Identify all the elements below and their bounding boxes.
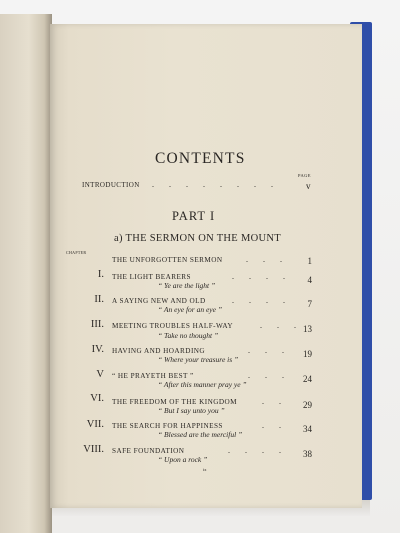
left-page <box>0 14 52 533</box>
chapter-leader-dots: . . <box>262 397 288 406</box>
chapter-leader-dots: . . . . <box>232 272 292 281</box>
chapter-number: IV. <box>91 344 104 355</box>
chapter-leader-dots: . . . . <box>232 296 292 305</box>
chapter-page: 38 <box>303 449 312 459</box>
part-title: PART I <box>172 209 216 223</box>
chapter-page: 19 <box>303 349 312 359</box>
chapter-number: III. <box>90 319 104 330</box>
chapter-quote: “ But I say unto you ” <box>158 406 225 415</box>
introduction-page: v <box>306 181 311 191</box>
chapter-number: II. <box>94 294 104 305</box>
chapter-number: VII. <box>86 419 104 430</box>
chapter-column-label: CHAPTER <box>66 250 87 255</box>
chapter-leader-dots: . . . <box>248 371 291 380</box>
chapter-leader-dots: . . . . <box>228 446 288 455</box>
section-title: a) THE SERMON ON THE MOUNT <box>114 233 281 244</box>
chapter-page: 13 <box>303 324 312 334</box>
chapter-page: 4 <box>307 275 312 285</box>
chapter-title: THE SEARCH FOR HAPPINESS <box>112 422 223 430</box>
chapter-title: SAFE FOUNDATION <box>112 447 185 455</box>
chapter-page: 1 <box>307 256 312 266</box>
chapter-title: “ HE PRAYETH BEST ” <box>112 372 194 380</box>
chapter-title: THE FREEDOM OF THE KINGDOM <box>112 398 237 406</box>
chapter-leader-dots: . . . <box>248 346 291 355</box>
chapter-page: 34 <box>303 424 312 434</box>
chapter-number: VIII. <box>83 444 104 455</box>
page-footer-number: ix <box>203 467 207 472</box>
chapter-leader-dots: . . . <box>246 255 289 264</box>
chapter-title: THE LIGHT BEARERS <box>112 273 191 281</box>
chapter-leader-dots: . . . <box>260 321 303 330</box>
page-column-label: PAGE <box>298 173 311 178</box>
chapter-number: V <box>96 369 104 380</box>
chapter-page: 7 <box>307 299 312 309</box>
chapter-title: A SAYING NEW AND OLD <box>112 297 206 305</box>
chapter-quote: “ Where your treasure is ” <box>158 355 239 364</box>
chapter-quote: “ Ye are the light ” <box>158 281 216 290</box>
chapter-quote: “ After this manner pray ye ” <box>158 380 247 389</box>
chapter-quote: “ An eye for an eye ” <box>158 305 223 314</box>
chapter-quote: “ Take no thought ” <box>158 331 219 340</box>
chapter-page: 24 <box>303 374 312 384</box>
chapter-quote: “ Upon a rock ” <box>158 455 208 464</box>
chapter-number: VI. <box>90 393 104 404</box>
introduction-leader-dots: . . . . . . . . <box>152 180 280 189</box>
chapter-leader-dots: . . <box>262 421 288 430</box>
chapter-title: MEETING TROUBLES HALF-WAY <box>112 322 234 330</box>
chapter-number: I. <box>97 269 104 280</box>
introduction-title: INTRODUCTION <box>82 181 140 189</box>
contents-title: CONTENTS <box>155 150 246 167</box>
chapter-title: THE UNFORGOTTEN SERMON <box>112 256 223 264</box>
chapter-quote: “ Blessed are the merciful ” <box>158 430 243 439</box>
chapter-page: 29 <box>303 400 312 410</box>
chapter-title: HAVING AND HOARDING <box>112 347 206 355</box>
